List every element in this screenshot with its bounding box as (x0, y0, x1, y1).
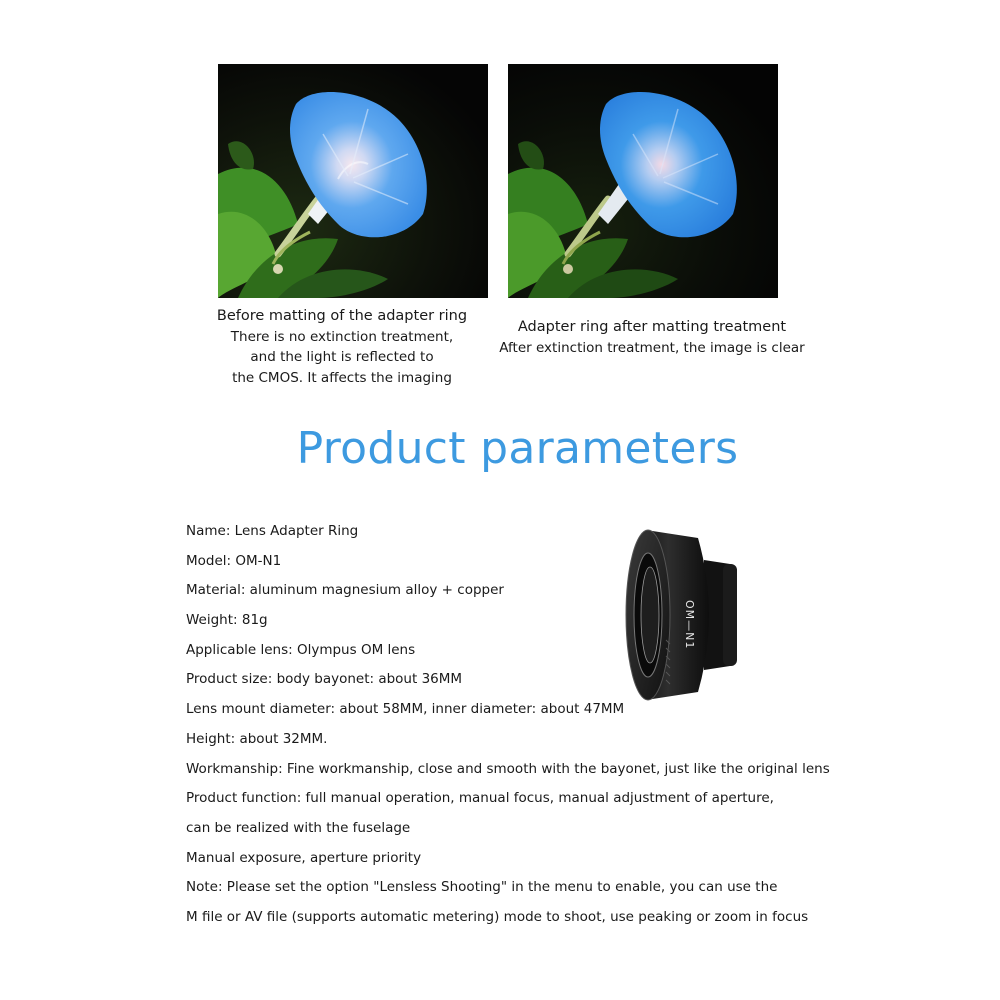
spec-item: Weight: 81g (186, 612, 268, 629)
spec-item: Name: Lens Adapter Ring (186, 523, 359, 539)
flower-photo-after (508, 64, 778, 298)
adapter-ring-image (618, 520, 758, 710)
spec-item: Model: OM-N1 (186, 552, 282, 569)
adapter-ring-drawing (618, 520, 758, 710)
spec-item: Product function: full manual operation, manual focus, manual adjustment of aperture, (186, 790, 774, 807)
caption-after-line: After extinction treatment, the image is clear (499, 339, 805, 356)
spec-item: Note: Please set the option "Lensless Shooting" in the menu to enable, you can use the (186, 879, 778, 896)
spec-item: Product size: body bayonet: about 36MM (186, 671, 463, 688)
spec-item: Height: about 32MM. (186, 730, 328, 747)
caption-before-title: Before matting of the adapter ring (216, 308, 468, 324)
caption-after-title: Adapter ring after matting treatment (517, 319, 787, 335)
adapter-engraving: OM—N1 (683, 600, 696, 650)
spec-item: Manual exposure, aperture priority (186, 849, 422, 866)
spec-item: Workmanship: Fine workmanship, close and smooth with the bayonet, just like the original lens (186, 760, 830, 777)
caption-after (497, 317, 807, 358)
section-title: Product parameters (296, 423, 739, 474)
flower-photo-before (218, 64, 488, 298)
caption-before-line: the CMOS. It affects the imaging (232, 369, 452, 386)
morning-glory-image (508, 64, 778, 298)
spec-item: M file or AV file (supports automatic metering) mode to shoot, use peaking or zoom in focus (186, 908, 809, 925)
caption-before (207, 306, 477, 388)
spec-item: Applicable lens: Olympus OM lens (186, 641, 416, 658)
caption-before-line: There is no extinction treatment, (230, 328, 454, 345)
caption-before-line: and the light is reflected to (250, 349, 434, 365)
spec-item: can be realized with the fuselage (186, 819, 411, 836)
morning-glory-image (218, 64, 488, 298)
spec-item: Material: aluminum magnesium alloy + copper (186, 582, 504, 599)
spec-item: Lens mount diameter: about 58MM, inner diameter: about 47MM (186, 701, 625, 718)
